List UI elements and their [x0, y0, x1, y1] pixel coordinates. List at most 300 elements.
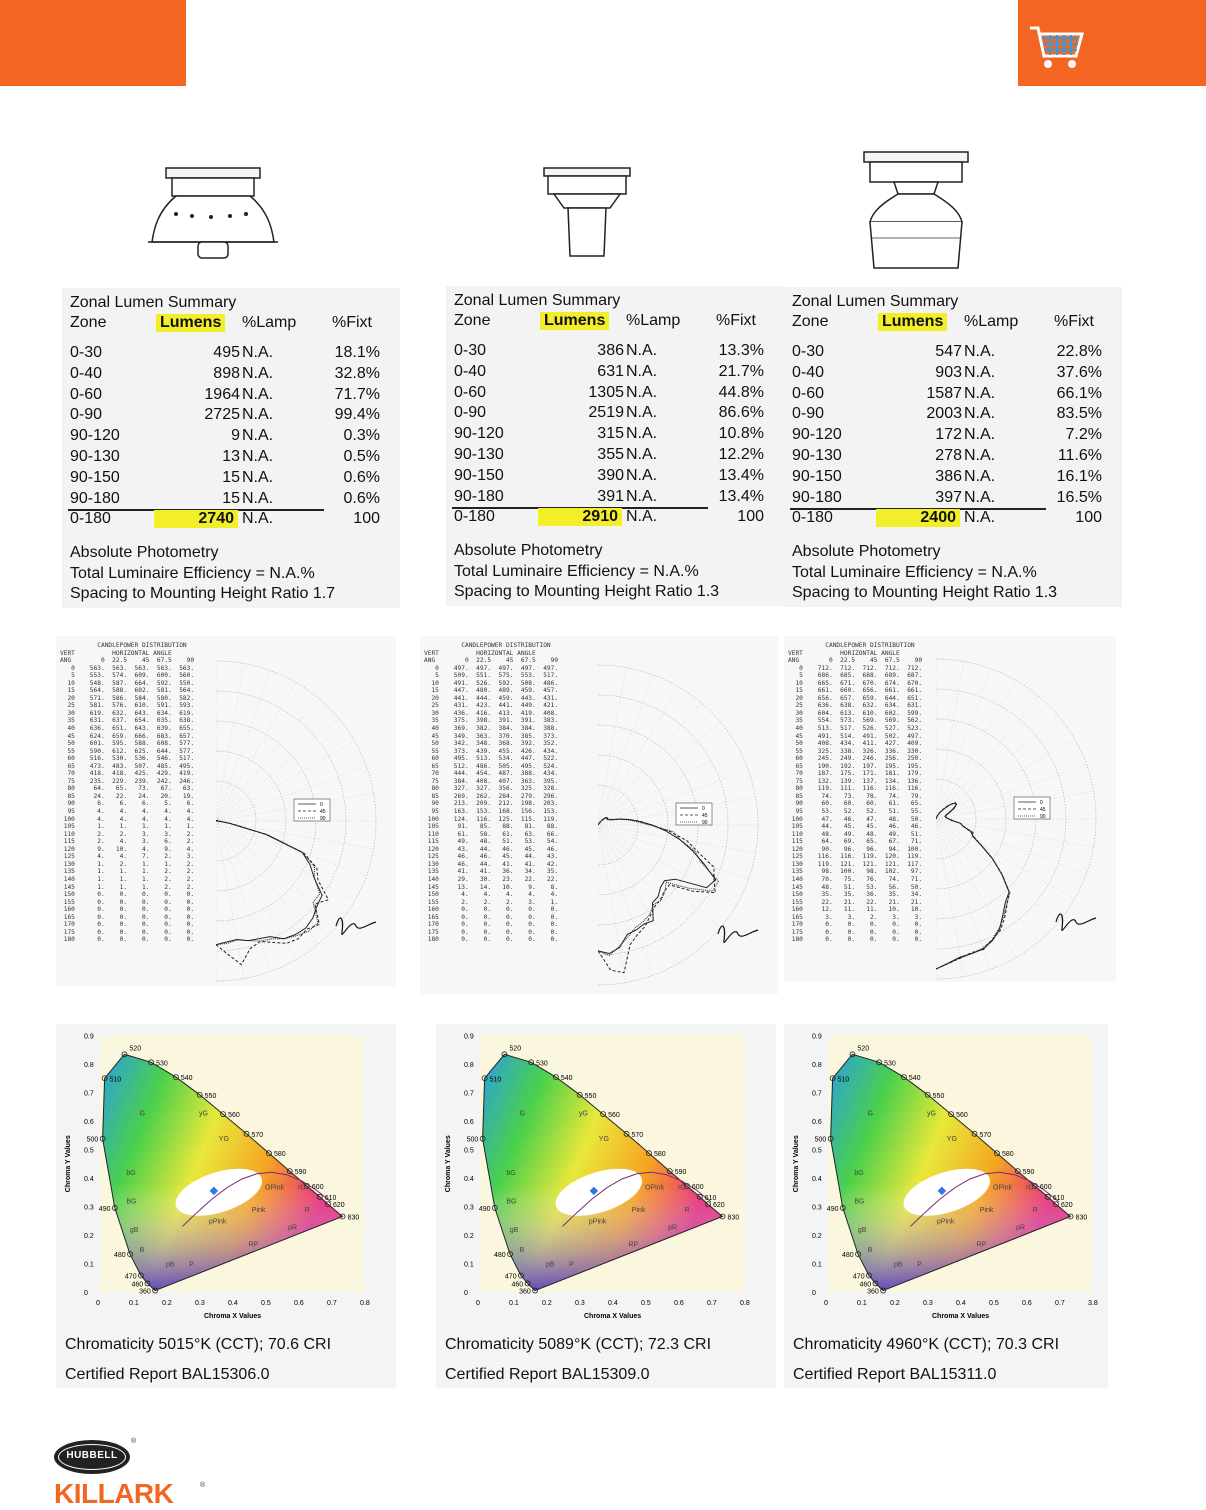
summary-lamp: N.A. [626, 446, 658, 463]
wavelength-label: 360 [139, 1288, 151, 1296]
candlepower-polar-plot [936, 636, 1116, 982]
region-label: G [139, 1110, 146, 1118]
x-tick-label: 0.6 [1022, 1300, 1032, 1307]
x-tick-label: 0.3 [923, 1300, 933, 1307]
x-tick-label: 0.1 [129, 1300, 139, 1307]
summary-lamp: N.A. [964, 343, 996, 360]
summary-lamp: N.A. [964, 384, 996, 402]
summary-lamp: N.A. [242, 406, 274, 424]
summary-lumens: 2519 [588, 404, 624, 422]
signature [336, 918, 376, 934]
hubbell-logo-text: HUBBELL [66, 1450, 118, 1461]
wavelength-label: 830 [727, 1214, 740, 1222]
x-tick-label: 0.5 [989, 1300, 999, 1307]
wavelength-label: 470 [504, 1273, 517, 1281]
wavelength-label: 510 [489, 1076, 502, 1084]
summary-zone: 0-30 [454, 342, 487, 359]
zonal-lumen-summary-2 [446, 286, 784, 606]
region-label: P [569, 1261, 574, 1269]
y-axis-label: Chroma Y Values [65, 1135, 72, 1193]
region-label: R [1032, 1207, 1038, 1215]
summary-lumens: 2003 [926, 405, 962, 423]
summary-lumens: 15 [222, 468, 240, 486]
y-tick-label: 0.1 [812, 1261, 822, 1269]
summary-lumens: 172 [935, 426, 962, 444]
y-tick-label: 0.2 [464, 1233, 474, 1240]
summary-zone: 90-130 [70, 448, 120, 465]
summary-zone: 0-60 [792, 384, 825, 402]
summary-fixt: 86.6% [718, 404, 764, 422]
candlepower-table: CANDLEPOWER DISTRIBUTION VERT HORIZONTAL ANGLE ANG 0 22.5 45 67.5 90 0 712. 712. 712. 712. 712. 5 686. 685. 688. 689. 687. 10 665. 671. 670. 674. 670. 15 661. 660. 656. 661. 661. 20 656. 657. 659. 644. 651. 25 636. 638. 632. 634. 631. 30 604. 613. 610. 602. 599. 35 554. 573. 569. 569. 562. 40 513. 517. 526. 527. 523. 45 491. 514. 491. 502. 497. 50 408. 434. 411. 427. 409. 55 325. 338. 326. 336. 330. 60 245. 249. 246. 256. 250. 65 190. 192. 197. 195. 195. 70 187. 175. 171. 181. 179. 75 132. 139. 137. 134. 136. 80 119. 111. 116. 116. 116. 85 74. 73. 78. 74. 79. 90 60. 60. 60. 61. 65. 95 53. 52. 52. 51. 55. 100 47. 46. 47. 48. 50. 105 44. 45. 45. 46. 46. 110 48. 49. 48. 49. 51. 115 64. 69. 65. 67. 71. 120 90. 96. 96. 94. 100. 125 116. 116. 119. 120. 119. 130 119. 121. 121. 121. 117. 135 98. 100. 98. 102. 97. 140 70. 75. 76. 74. 71. 145 48. 51. 53. 56. 50. 150 35. 35. 36. 35. 34. 155 22. 21. 22. 21. 21. 160 12. 11. 11. 10. 10. 165 3. 3. 2. 3. 3. 170 0. 0. 0. 0. 0. 175 0. 0. 0. 0. 0. 180 0. 0. 0. 0. 0. [788, 642, 923, 944]
summary-lamp: N.A. [626, 342, 658, 359]
region-label: YG [946, 1135, 957, 1143]
summary-lamp: N.A. [964, 405, 996, 423]
region-label: pB [166, 1261, 175, 1269]
summary-lumens: 898 [213, 364, 240, 382]
x-tick-label: 0.4 [608, 1300, 618, 1307]
summary-header-pct-lamp: %Lamp [964, 313, 1019, 330]
summary-total-lamp: N.A. [242, 510, 274, 527]
region-label: pPink [588, 1218, 607, 1226]
summary-lamp: N.A. [242, 364, 274, 382]
x-tick-label: 0.7 [1055, 1300, 1065, 1307]
chromaticity-panel-3 [784, 1024, 1108, 1388]
summary-header-zone: Zone [454, 312, 491, 329]
cie-chromaticity-chart [784, 1024, 1108, 1324]
region-label: OPink [993, 1184, 1013, 1192]
hubbell-registered-mark: ® [131, 1438, 137, 1445]
candlepower-legend [676, 803, 712, 826]
region-label: BG [126, 1198, 137, 1206]
zonal-lumen-summary-1 [62, 288, 400, 608]
summary-fixt: 83.5% [1056, 405, 1102, 423]
wavelength-label: 520 [857, 1045, 870, 1053]
summary-fixt: 99.4% [334, 406, 380, 424]
summary-lumens: 9 [231, 427, 240, 445]
wavelength-label: 480 [114, 1252, 126, 1260]
wavelength-label: 610 [1052, 1194, 1065, 1202]
region-label: bG [506, 1170, 516, 1178]
candlepower-table: CANDLEPOWER DISTRIBUTION VERT HORIZONTAL ANGLE ANG 0 22.5 45 67.5 90 0 497. 497. 497. 497. 497. 5 509. 551. 575. 553. 517. 10 491. 526. 592. 508. 486. 15 447. 480. 489. 459. 457. 20 441. 444. 459. 443. 431. 25 431. 423. 441. 449. 421. 30 436. 416. 413. 419. 408. 35 375. 398. 391. 391. 383. 40 369. 382. 384. 384. 388. 45 349. 363. 370. 385. 373. 50 342. 348. 368. 392. 352. 55 373. 439. 455. 426. 434. 60 495. 513. 534. 447. 522. 65 512. 486. 505. 495. 524. 70 444. 454. 487. 388. 434. 75 384. 408. 407. 363. 395. 80 327. 327. 356. 325. 328. 85 269. 262. 284. 279. 296. 90 213. 209. 212. 198. 203. 95 163. 153. 168. 156. 153. 100 124. 116. 125. 115. 119. 105 91. 85. 88. 81. 88. 110 61. 58. 61. 63. 66. 115 49. 48. 51. 53. 54. 120 43. 44. 46. 45. 46. 125 46. 46. 45. 44. 43. 130 46. 44. 41. 41. 42. 135 41. 41. 36. 34. 35. 140 29. 30. 23. 22. 22. 145 13. 14. 10. 9. 8. 150 4. 4. 4. 4. 4. 155 2. 2. 2. 3. 1. 160 0. 0. 0. 0. 0. 165 0. 0. 0. 0. 0. 170 0. 0. 0. 0. 0. 175 0. 0. 0. 0. 0. 180 0. 0. 0. 0. 0. [424, 642, 559, 944]
candlepower-distribution-2 [420, 636, 778, 994]
wavelength-label: 570 [251, 1131, 264, 1139]
y-axis-label: Chroma Y Values [445, 1135, 452, 1193]
fixture-cylinder-illustration [540, 166, 634, 262]
region-label: BG [506, 1198, 517, 1206]
wavelength-label: 620 [1061, 1202, 1073, 1210]
summary-lumens: 547 [935, 343, 962, 360]
summary-lumens: 1305 [588, 383, 624, 401]
x-tick-label: 0 [476, 1300, 480, 1307]
summary-fixt: 16.5% [1056, 488, 1102, 506]
summary-lamp: N.A. [964, 488, 996, 506]
wavelength-label: 600 [1039, 1183, 1052, 1191]
y-tick-label: 0.3 [464, 1204, 474, 1212]
summary-lamp: N.A. [626, 362, 658, 380]
x-tick-label: 0 [824, 1300, 828, 1307]
wavelength-label: 600 [691, 1183, 704, 1191]
region-label: OPink [645, 1184, 665, 1192]
candlepower-table: CANDLEPOWER DISTRIBUTION VERT HORIZONTAL ANGLE ANG 0 22.5 45 67.5 90 0 563. 563. 563. 563. 563. 5 553. 574. 609. 600. 560. 10 548. 587. 664. 592. 550. 15 564. 588. 602. 581. 564. 20 571. 586. 584. 580. 582. 25 581. 576. 610. 591. 593. 30 619. 632. 643. 634. 619. 35 631. 637. 654. 635. 638. 40 636. 651. 643. 639. 655. 45 624. 659. 666. 683. 657. 50 601. 595. 588. 608. 577. 55 590. 612. 625. 644. 577. 60 516. 530. 536. 546. 517. 65 473. 483. 507. 485. 495. 70 418. 418. 425. 429. 419. 75 235. 229. 239. 242. 246. 80 64. 65. 73. 67. 63. 85 24. 22. 24. 20. 19. 90 6. 6. 6. 5. 6. 95 4. 4. 4. 4. 4. 100 4. 4. 4. 4. 4. 105 1. 1. 1. 1. 1. 110 2. 2. 3. 3. 2. 115 2. 4. 3. 6. 2. 120 9. 10. 4. 9. 4. 125 4. 4. 7. 2. 3. 130 1. 2. 1. 1. 2. 135 1. 1. 1. 2. 2. 140 1. 1. 1. 2. 2. 145 1. 1. 1. 2. 2. 150 0. 0. 0. 0. 0. 155 0. 0. 0. 0. 0. 160 0. 0. 0. 0. 0. 165 0. 0. 0. 0. 0. 170 0. 0. 0. 0. 0. 175 0. 0. 0. 0. 0. 180 0. 0. 0. 0. 0. [60, 642, 195, 944]
x-axis-label: Chroma X Values [204, 1313, 262, 1320]
region-label: pR [1016, 1224, 1026, 1232]
region-label: B [139, 1247, 145, 1255]
y-tick-label: 0.7 [464, 1090, 474, 1098]
summary-header-zone: Zone [70, 314, 107, 331]
y-tick-label: 0.6 [84, 1119, 94, 1126]
wavelength-label: 530 [884, 1060, 896, 1068]
wavelength-label: 570 [979, 1131, 992, 1139]
wavelength-label: 500 [466, 1136, 479, 1144]
wavelength-label: 590 [674, 1169, 687, 1177]
legend-label: 90 [702, 820, 708, 826]
summary-fixt: 13.3% [718, 342, 764, 359]
candlepower-polar-plot [216, 636, 396, 986]
legend-label: 90 [320, 816, 326, 822]
summary-lamp: N.A. [242, 427, 274, 445]
wavelength-label: 830 [1075, 1214, 1088, 1222]
summary-note: Absolute Photometry [70, 544, 219, 561]
wavelength-label: 550 [204, 1092, 217, 1100]
cie-chromaticity-chart [56, 1024, 396, 1324]
summary-note: Spacing to Mounting Height Ratio 1.3 [454, 583, 720, 600]
summary-lamp: N.A. [626, 404, 658, 422]
candlepower-legend [294, 799, 330, 822]
region-label: Pink [251, 1207, 266, 1215]
summary-lamp: N.A. [242, 344, 274, 361]
region-label: BG [854, 1198, 865, 1206]
summary-zone: 0-40 [454, 362, 487, 380]
legend-label: 90 [1040, 814, 1046, 820]
summary-header-lumens: Lumens [540, 312, 609, 330]
y-tick-label: 0 [464, 1290, 468, 1297]
summary-lumens: 631 [597, 362, 624, 380]
summary-total-fixt: 100 [1075, 509, 1102, 526]
wavelength-label: 510 [837, 1076, 850, 1084]
candlepower-curve-45 [936, 803, 1009, 969]
region-label: gB [129, 1227, 139, 1235]
region-label: pPink [208, 1218, 227, 1226]
wavelength-label: 600 [311, 1183, 324, 1191]
region-label: rO [298, 1184, 306, 1192]
summary-lumens: 397 [935, 488, 962, 506]
y-axis-label: Chroma Y Values [793, 1135, 800, 1193]
wavelength-label: 360 [519, 1288, 531, 1296]
summary-lumens: 278 [935, 447, 962, 464]
summary-zone: 90-120 [70, 427, 120, 445]
killark-logo-text: KILLARK [54, 1478, 174, 1509]
summary-title: Zonal Lumen Summary [792, 293, 959, 310]
candlepower-curve-0 [216, 820, 322, 945]
summary-lamp: N.A. [242, 448, 274, 465]
wavelength-label: 520 [509, 1045, 522, 1053]
wavelength-label: 540 [908, 1075, 921, 1083]
region-label: R [304, 1207, 310, 1215]
summary-total-fixt: 100 [737, 508, 764, 525]
y-tick-label: 0.2 [812, 1233, 822, 1240]
y-tick-label: 0.8 [812, 1062, 822, 1069]
region-label: bG [854, 1170, 864, 1178]
y-tick-label: 0.4 [812, 1176, 822, 1183]
region-label: R [684, 1207, 690, 1215]
summary-note: Total Luminaire Efficiency = N.A.% [454, 562, 699, 580]
chromaticity-caption: Chromaticity 5015°K (CCT); 70.6 CRI [65, 1336, 332, 1353]
chromaticity-panel-2 [436, 1024, 776, 1388]
region-label: G [519, 1110, 526, 1118]
summary-lamp: N.A. [626, 425, 658, 443]
y-tick-label: 0.8 [84, 1062, 94, 1069]
wavelength-label: 560 [608, 1112, 620, 1120]
wavelength-label: 460 [131, 1281, 144, 1289]
summary-zone: 90-130 [792, 447, 842, 464]
legend-label: 0 [320, 802, 323, 808]
summary-total-zone: 0-180 [454, 508, 495, 525]
summary-total-lumens: 2910 [538, 508, 622, 526]
shopping-cart-icon[interactable] [1028, 22, 1084, 74]
summary-lamp: N.A. [964, 467, 996, 485]
region-label: RP [248, 1241, 259, 1249]
region-label: pB [894, 1261, 903, 1269]
wavelength-label: 460 [511, 1281, 524, 1289]
x-tick-label: 0.7 [707, 1300, 717, 1307]
x-tick-label: 0.8 [740, 1300, 750, 1307]
summary-fixt: 13.4% [718, 487, 764, 505]
summary-header-pct-fixt: %Fixt [332, 314, 372, 331]
region-label: G [867, 1110, 874, 1118]
summary-lumens: 13 [222, 448, 240, 465]
summary-lumens: 495 [213, 344, 240, 361]
region-label: Pink [979, 1207, 994, 1215]
wavelength-label: 610 [324, 1194, 337, 1202]
summary-zone: 90-180 [792, 488, 842, 506]
wavelength-label: 560 [956, 1112, 968, 1120]
y-tick-label: 0.3 [84, 1204, 94, 1212]
y-tick-label: 0.1 [84, 1261, 94, 1269]
summary-fixt: 37.6% [1056, 363, 1102, 381]
summary-fixt: 44.8% [718, 383, 764, 401]
summary-header-pct-fixt: %Fixt [716, 312, 756, 329]
summary-zone: 0-30 [70, 344, 103, 361]
x-tick-label: 3.8 [1088, 1300, 1098, 1307]
summary-zone: 0-30 [792, 343, 825, 360]
summary-zone: 0-60 [70, 385, 103, 403]
wavelength-label: 520 [129, 1045, 142, 1053]
summary-lamp: N.A. [242, 468, 274, 486]
wavelength-label: 530 [156, 1060, 168, 1068]
x-tick-label: 0.1 [857, 1300, 867, 1307]
summary-lumens: 1587 [926, 384, 962, 402]
x-tick-label: 0.6 [294, 1300, 304, 1307]
region-label: rO [1026, 1184, 1034, 1192]
summary-zone: 0-40 [70, 364, 103, 382]
x-tick-label: 0.2 [890, 1300, 900, 1307]
y-tick-label: 0.5 [464, 1147, 474, 1155]
wavelength-label: 490 [478, 1205, 491, 1213]
x-tick-label: 0.1 [509, 1300, 519, 1307]
region-label: B [867, 1247, 873, 1255]
x-tick-label: 0.8 [360, 1300, 370, 1307]
summary-header-pct-fixt: %Fixt [1054, 313, 1094, 330]
wavelength-label: 490 [98, 1205, 111, 1213]
wavelength-label: 590 [294, 1169, 307, 1177]
candlepower-polar-plot [598, 636, 778, 994]
summary-total-lamp: N.A. [964, 509, 996, 526]
candlepower-curve-90 [936, 803, 1010, 969]
wavelength-label: 830 [347, 1214, 360, 1222]
summary-zone: 90-180 [454, 487, 504, 505]
y-tick-label: 0.7 [84, 1090, 94, 1098]
summary-lamp: N.A. [242, 385, 274, 403]
summary-fixt: 0.3% [343, 427, 380, 445]
summary-lumens: 355 [597, 446, 624, 463]
certified-report-caption: Certified Report BAL15306.0 [65, 1366, 270, 1383]
wavelength-label: 530 [536, 1060, 548, 1068]
summary-lamp: N.A. [964, 447, 996, 464]
fixture-dome-illustration [148, 166, 278, 262]
summary-fixt: 22.8% [1056, 343, 1102, 360]
legend-label: 45 [702, 813, 708, 819]
wavelength-label: 560 [228, 1112, 240, 1120]
wavelength-label: 470 [852, 1273, 865, 1281]
summary-zone: 90-180 [70, 489, 120, 507]
summary-header-lumens: Lumens [156, 314, 225, 332]
region-label: pR [668, 1224, 678, 1232]
summary-fixt: 66.1% [1056, 384, 1102, 402]
summary-zone: 90-130 [454, 446, 504, 463]
y-tick-label: 0.4 [84, 1176, 94, 1183]
wavelength-label: 580 [653, 1151, 666, 1159]
certified-report-caption: Certified Report BAL15311.0 [793, 1366, 997, 1383]
region-label: yG [199, 1110, 208, 1118]
summary-zone: 90-120 [792, 426, 842, 444]
chromaticity-panel-1 [56, 1024, 396, 1388]
summary-note: Absolute Photometry [792, 543, 941, 560]
y-tick-label: 0.8 [464, 1062, 474, 1069]
summary-note: Spacing to Mounting Height Ratio 1.7 [70, 585, 336, 602]
x-tick-label: 0.2 [162, 1300, 172, 1307]
region-label: pB [546, 1261, 555, 1269]
x-tick-label: 0.3 [575, 1300, 585, 1307]
header-band-left [0, 0, 186, 86]
x-tick-label: 0.4 [956, 1300, 966, 1307]
summary-fixt: 0.5% [343, 448, 380, 465]
wavelength-label: 490 [826, 1205, 839, 1213]
summary-fixt: 11.6% [1057, 447, 1102, 464]
summary-total-lamp: N.A. [626, 508, 658, 525]
summary-lumens: 391 [597, 487, 624, 505]
y-tick-label: 0.9 [464, 1033, 474, 1041]
wavelength-label: 610 [704, 1194, 717, 1202]
region-label: B [519, 1247, 525, 1255]
region-label: yG [579, 1110, 588, 1118]
summary-zone: 90-150 [792, 467, 842, 485]
summary-lamp: N.A. [626, 466, 658, 484]
candlepower-curve-90 [598, 818, 718, 955]
y-tick-label: 0.6 [464, 1119, 474, 1126]
x-tick-label: 0.7 [327, 1300, 337, 1307]
legend-label: 45 [320, 809, 326, 815]
summary-lumens: 2725 [204, 406, 240, 424]
candlepower-curve-0 [598, 818, 716, 954]
x-axis-label: Chroma X Values [584, 1313, 642, 1320]
summary-note: Total Luminaire Efficiency = N.A.% [70, 564, 315, 582]
y-tick-label: 0.6 [812, 1119, 822, 1126]
region-label: gB [509, 1227, 519, 1235]
region-label: P [189, 1261, 194, 1269]
legend-label: 0 [702, 806, 705, 812]
summary-total-zone: 0-180 [792, 509, 833, 526]
summary-zone: 0-90 [454, 404, 487, 422]
wavelength-label: 480 [494, 1252, 506, 1260]
y-tick-label: 0 [84, 1290, 88, 1297]
summary-total-fixt: 100 [353, 510, 380, 527]
summary-zone: 0-90 [792, 405, 825, 423]
wavelength-label: 460 [859, 1281, 872, 1289]
y-tick-label: 0.9 [84, 1033, 94, 1041]
summary-lamp: N.A. [964, 426, 996, 444]
wavelength-label: 620 [333, 1202, 345, 1210]
summary-total-lumens: 2740 [154, 510, 238, 528]
y-tick-label: 0.2 [84, 1233, 94, 1240]
x-tick-label: 0.3 [195, 1300, 205, 1307]
summary-fixt: 21.7% [718, 362, 764, 380]
y-tick-label: 0.4 [464, 1176, 474, 1183]
summary-title: Zonal Lumen Summary [454, 292, 621, 309]
region-label: RP [976, 1241, 987, 1249]
certified-report-caption: Certified Report BAL15309.0 [445, 1366, 650, 1383]
cie-chromaticity-chart [436, 1024, 776, 1324]
candlepower-curve-0 [936, 803, 1009, 969]
wavelength-label: 510 [109, 1076, 122, 1084]
summary-zone: 90-120 [454, 425, 504, 443]
wavelength-label: 540 [180, 1075, 193, 1083]
region-label: YG [598, 1135, 609, 1143]
summary-lumens: 390 [597, 466, 624, 484]
summary-header-zone: Zone [792, 313, 829, 330]
summary-fixt: 13.4% [718, 466, 764, 484]
region-label: bG [126, 1170, 136, 1178]
summary-lamp: N.A. [242, 489, 274, 507]
wavelength-label: 540 [560, 1075, 573, 1083]
summary-lumens: 386 [597, 342, 624, 359]
wavelength-label: 580 [273, 1151, 286, 1159]
summary-zone: 90-150 [70, 468, 120, 486]
summary-fixt: 12.2% [718, 446, 764, 463]
wavelength-label: 590 [1022, 1169, 1035, 1177]
candlepower-curve-45 [216, 820, 328, 965]
signature [1056, 914, 1096, 930]
x-tick-label: 0.4 [228, 1300, 238, 1307]
region-label: pPink [936, 1218, 955, 1226]
summary-header-pct-lamp: %Lamp [626, 312, 681, 329]
legend-label: 0 [1040, 800, 1043, 806]
y-tick-label: 0.9 [812, 1033, 822, 1041]
killark-registered-mark: ® [200, 1482, 206, 1489]
summary-zone: 0-60 [454, 383, 487, 401]
summary-lumens: 386 [935, 467, 962, 485]
summary-header-pct-lamp: %Lamp [242, 314, 297, 331]
summary-lamp: N.A. [626, 487, 658, 505]
signature [718, 926, 758, 942]
x-tick-label: 0.2 [542, 1300, 552, 1307]
summary-zone: 0-40 [792, 363, 825, 381]
summary-note: Total Luminaire Efficiency = N.A.% [792, 563, 1037, 581]
wavelength-label: 550 [584, 1092, 597, 1100]
chromaticity-caption: Chromaticity 4960°K (CCT); 70.3 CRI [793, 1336, 1060, 1353]
x-tick-label: 0.6 [674, 1300, 684, 1307]
summary-fixt: 18.1% [334, 344, 380, 361]
summary-title: Zonal Lumen Summary [70, 294, 237, 311]
